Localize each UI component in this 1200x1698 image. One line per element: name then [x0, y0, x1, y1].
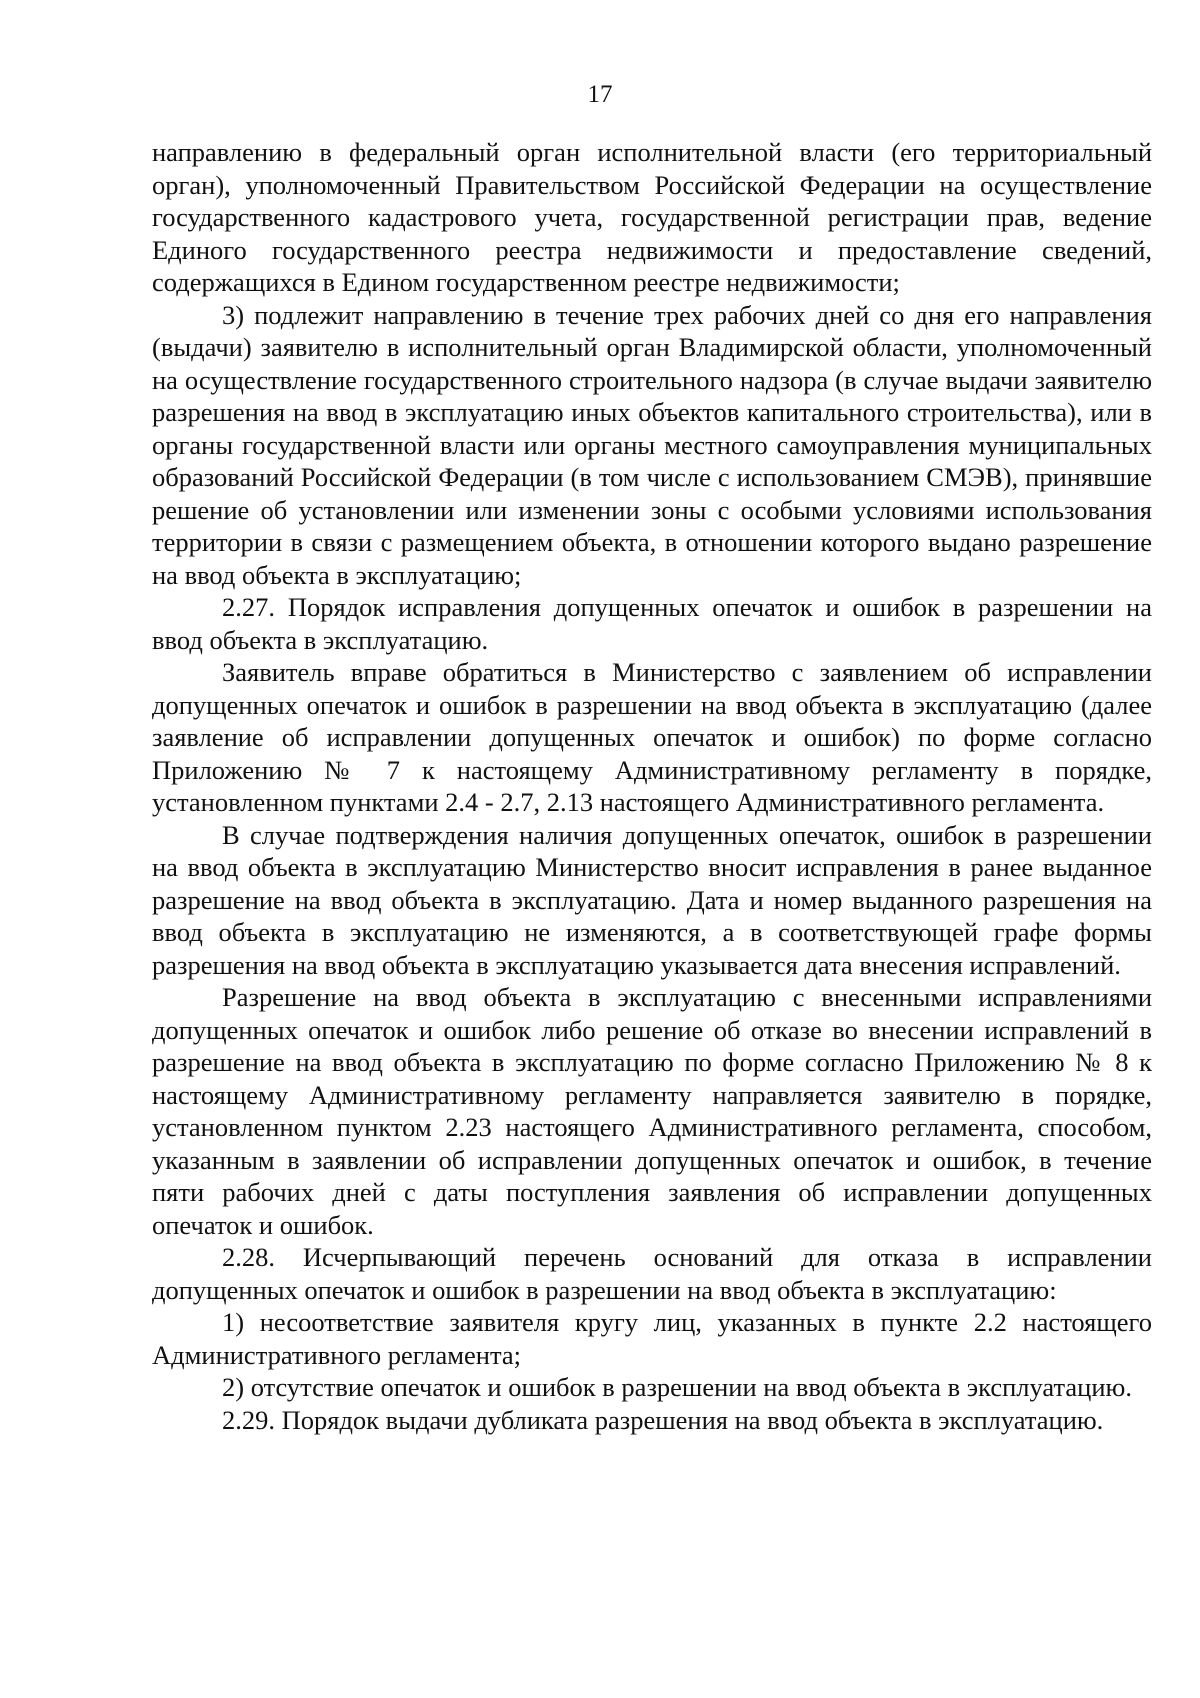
paragraph-continuation: направлению в федеральный орган исполнительной власти (его территориальный орган), уполномоченный Правительством Российской Федерации на осуществление государственного кадастрового учета, государственной регистрации прав, ведение Единого государственного реестра недвижимости и предоставление сведений, содержащихся в Едином государственном реестре недвижимости;: [152, 137, 1152, 297]
paragraph-corrected-permit-sending: Разрешение на ввод объекта в эксплуатацию с внесенными исправлениями допущенных опечаток и ошибок либо решение об отказе во внесении исправлений в разрешение на ввод объекта в эксплуатацию по форме согласно Приложению № 8 к настоящему Административному регламенту направляется заявителю в порядке, установленном пунктом 2.23 настоящего Административного регламента, способом, указанным в заявлении об исправлении допущенных опечаток и ошибок, в течение пяти рабочих дней с даты поступления заявления об исправлении допущенных опечаток и ошибок.: [152, 982, 1152, 1240]
section-2-29-heading: 2.29. Порядок выдачи дубликата разрешения на ввод объекта в эксплуатацию.: [222, 1404, 1104, 1435]
list-item-3: 3) подлежит направлению в течение трех рабочих дней со дня его направления (выдачи) заявителю в исполнительный орган Владимирской области, уполномоченный на осуществление государственного строительного надзора (в случае выдачи заявителю разрешения на ввод в эксплуатацию иных объектов капитального строительства), или в органы государственной власти или органы местного самоуправления муниципальных образований Российской Федерации (в том числе с использованием СМЭВ), принявшие решение об установлении или изменении зоны с особыми условиями использования территории в связи с размещением объекта, в отношении которого выдано разрешение на ввод объекта в эксплуатацию;: [152, 299, 1152, 590]
refusal-reason-2: 2) отсутствие опечаток и ошибок в разрешении на ввод объекта в эксплуатацию.: [222, 1372, 1132, 1402]
refusal-reason-1: 1) несоответствие заявителя кругу лиц, указанных в пункте 2.2 настоящего Административного регламента;: [152, 1307, 1152, 1370]
paragraph-correction-confirmed: В случае подтверждения наличия допущенных опечаток, ошибок в разрешении на ввод объекта в эксплуатацию Министерство вносит исправления в ранее выданное разрешение на ввод объекта в эксплуатацию. Дата и номер выданного разрешения на ввод объекта в эксплуатацию не изменяются, а в соответствующей графе формы разрешения на ввод объекта в эксплуатацию указывается дата внесения исправлений.: [152, 819, 1152, 980]
section-2-28-heading: 2.28. Исчерпывающий перечень оснований для отказа в исправлении допущенных опечаток и ошибок в разрешении на ввод объекта в эксплуатацию:: [152, 1242, 1152, 1305]
body-text: [152, 136, 1152, 1436]
page-number: 17: [587, 81, 613, 108]
section-2-27-heading: 2.27. Порядок исправления допущенных опечаток и ошибок в разрешении на ввод объекта в эксплуатацию.: [152, 592, 1152, 655]
paragraph-applicant-right: Заявитель вправе обратиться в Министерство с заявлением об исправлении допущенных опечаток и ошибок в разрешении на ввод объекта в эксплуатацию (далее заявление об исправлении допущенных опечаток и ошибок) по форме согласно Приложению № 7 к настоящему Административному регламенту в порядке, установленном пунктами 2.4 - 2.7, 2.13 настоящего Административного регламента.: [152, 657, 1152, 817]
